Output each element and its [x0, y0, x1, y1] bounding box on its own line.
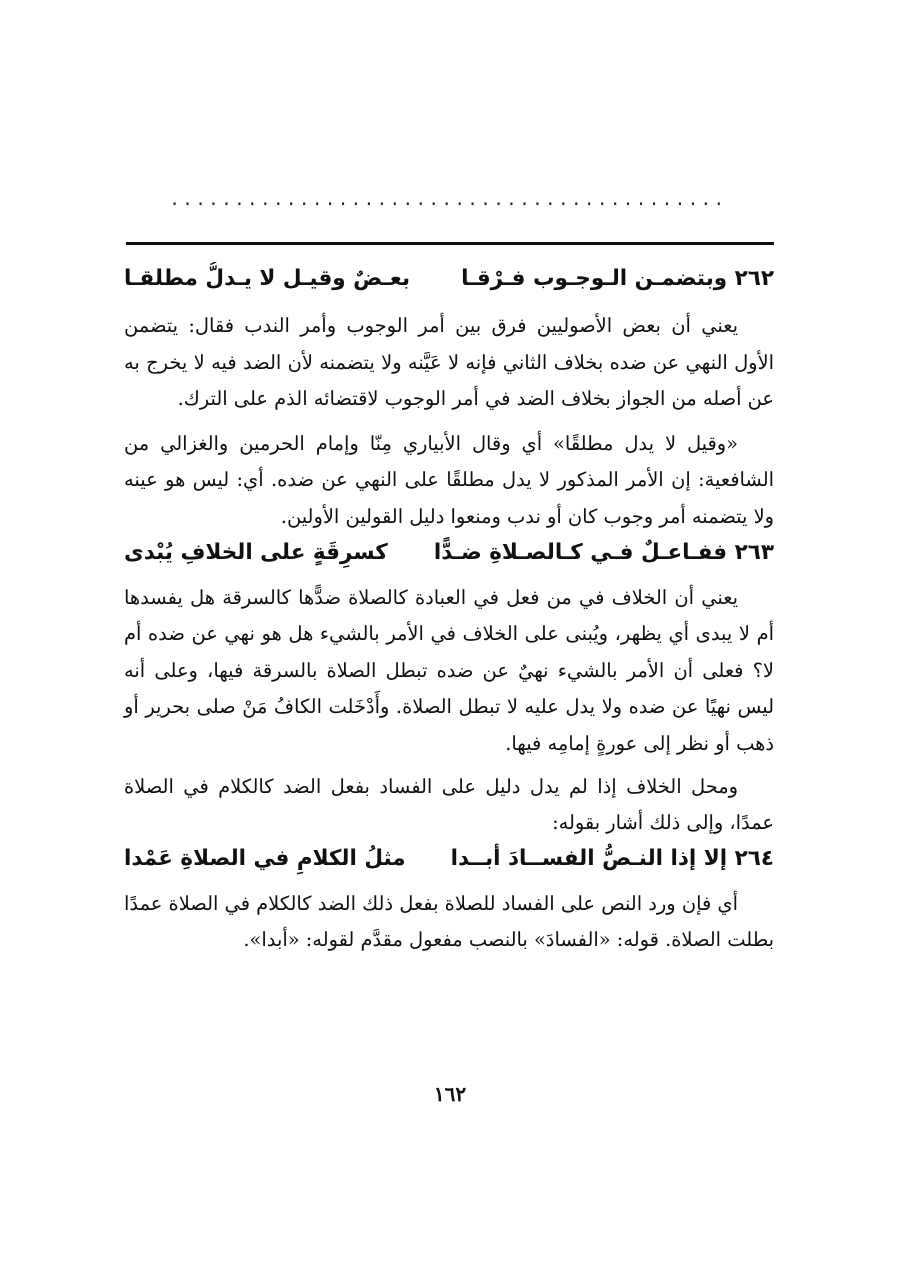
commentary-paragraph: يعني أن الخلاف في من فعل في العبادة كالصلاة ضدًّها كالسرقة هل يفسدها أم لا يبدى أي يظهر، ويُبنى على الخلاف في الأمر بالشيء هل هو نهي عن ضده أم لا؟ فعلى أن الأمر بالشيء نهيٌ عن ضده تبطل الصلاة بالسرقة فيها، وعلى أنه ليس نهيًا عن ضده ولا يدل عليه لا تبطل الصلاة. وأَدْخَلت الكافُ مَنْ صلى بحرير أو ذهب أو نظر إلى عورةٍ إمامِه فيها. — [124, 585, 774, 755]
verse-second-hemistich: كسرِقَةٍ على الخلافِ يُبْدى — [124, 539, 388, 565]
verse-264 — [124, 842, 774, 876]
verse-263 — [124, 536, 774, 570]
verse-first-hemistich: ٢٦٣ ففـاعـلٌ فـي كـالصـلاةِ ضـدًّا — [433, 539, 774, 565]
horizontal-rule — [126, 242, 774, 245]
verse-first-hemistich: ٢٦٤ إلا إذا النـصُّ الفســادَ أبــدا — [450, 845, 774, 871]
verse-first-hemistich: ٢٦٢ وبتضمـن الـوجـوب فـرْقـا — [461, 266, 774, 291]
verse-second-hemistich: بعـضٌ وقيـل لا يـدلُّ مطلقـا — [124, 266, 411, 291]
verse-second-hemistich: مثلُ الكلامِ في الصلاةِ عَمْدا — [124, 845, 406, 871]
dotted-separator: ........................................... — [171, 188, 729, 208]
commentary-paragraph: ومحل الخلاف إذا لم يدل دليل على الفساد بفعل الضد كالكلام في الصلاة عمدًا، وإلى ذلك أشار بقوله: — [124, 774, 774, 835]
page-content — [124, 262, 774, 959]
commentary-paragraph: «وقيل لا يدل مطلقًا» أي وقال الأبياري مِنّا وإمام الحرمين والغزالي من الشافعية: إن الأمر المذكور لا يدل مطلقًا على النهي عن ضده. أي: ليس هو عينه ولا يتضمنه أمر وجوب كان أو ندب ومنعوا دليل القولين الأولين. — [124, 431, 774, 528]
verse-262 — [124, 262, 774, 296]
page-number: ١٦٢ — [433, 1082, 467, 1106]
commentary-paragraph: يعني أن بعض الأصوليين فرق بين أمر الوجوب وأمر الندب فقال: يتضمن الأول النهي عن ضده بخلاف الثاني فإنه لا عَيَّنه ولا يتضمنه لأن الضد فيه لا يخرج به عن أصله من الجواز بخلاف الضد في أمر الوجوب لاقتضائه الذم على الترك. — [124, 314, 774, 411]
commentary-paragraph: أي فإن ورد النص على الفساد للصلاة بفعل ذلك الضد كالكلام في الصلاة عمدًا بطلت الصلاة. قوله: «الفسادَ» بالنصب مفعول مقدَّم لقوله: «أبدا». — [124, 891, 774, 952]
